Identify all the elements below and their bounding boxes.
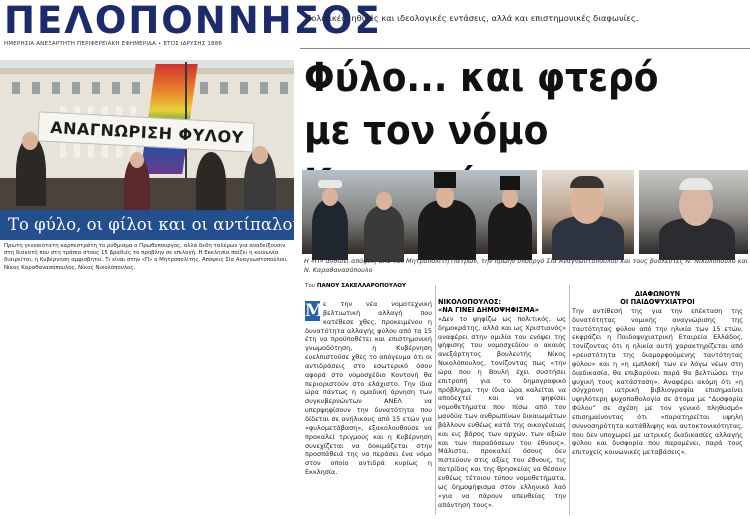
column-divider [569,285,570,515]
politician-portrait-1 [542,170,634,254]
clergy-photo [302,170,537,254]
column-divider [435,285,436,515]
article-column-1 [305,300,432,477]
byline [305,283,435,289]
column-2-text: «Δεν το ψηφίζω ως πολιτικός, ως δημοκράτης, αλλά και ως Χριστιανός» αναφέρει στην ομιλία του ενόψει της ψήφισης του νομοσχεδίου ο ακαιός ανεξάρτητος βουλευτής Νίκος Νικολόπουλος, τονίζοντας πως «την ώρα που η Βουλή έχει συστήσει επιτροπή για το δημογραφικό πρόβλημα, την ίδια ώρα καλείται να αποδεχτεί και να ψηφίσει νομοθετήματα που πίσω από τον μανδύα των ανθρωπίνων δικαιωμάτων βάλλουν ευθέως κατά της οικογένειας και εις βάρος των αρχών, των αξιών και των παραδόσεων του έθνους». Μάλιστα, προκαλεί όσους δεν πιστεύουν στις αξίες του έθνους, τις πατρίδας και της θρησκείας να θέσουν ευθέως τέτοιου τύπου νομοθετήματα, ως δημοψήφισμα στον ελληνικό λαό «για να πάρουν απευθείας την απάντησή τους». [438,314,566,509]
protest-banner-text: ΑΝΑΓΝΩΡΙΣΗ ΦΥΛΟΥ [49,117,245,148]
article-column-3 [572,290,743,457]
column-2-heading-1: ΝΙΚΟΛΟΠΟΥΛΟΣ: [438,298,502,306]
column-3-heading-1: ΔΙΑΦΩΝΟΥΝ [634,290,681,298]
column-3-text: Την αντίθεσή της για την επέκταση της δυνατότητας νομικής αναγνώρισης της ταυτότητας φύλου από την ηλικία των 15 ετών, εκφράζει η Παιδοψυχιατρική Εταιρεία Ελλάδος, τονίζοντας ότι η ηλικία αυτή χαρακτηρίζεται από «ρευστότητα της διαμορφούμενης ταυτότητας φύλου» και η «η εμπλοκή των εν λόγω νέων στη διαδικασία, θα επιβαρύνει παρά θα βελτιώσει την ψυχική τους κατάσταση». Αναφέρει ακόμη ότι «η σύγχρονη ιατρική βιβλιογραφία επισημαίνει υψηλότερη ψυχοπαθολογία σε άτομα με “Δυσφορία Φύλου” σε σχέση με τον γενικό πληθυσμό» επισημαίνοντας ότι «παρατηρείται υψηλή συννοσηρότητα κατάθλιψης και αυτοκτονικότητας, που δεν υποχωρεί με ιατρικές διαδικασίες αλλαγής φύλου και δυσφορία που παραμένει, παρά τους επιτυχείς κοινωνικές μεταβάσεις». [572,306,743,457]
byline-author: ΠΑΝΟΥ ΣΑΚΕΛΛΑΡΟΠΟΥΛΟΥ [316,283,407,289]
politician-portrait-2 [639,170,748,254]
masthead-subtitle: ΗΜΕΡΗΣΙΑ ΑΝΕΞΑΡΤΗΤΗ ΠΕΡΙΦΕΡΕΙΑΚΗ ΕΦΗΜΕΡΙΔΑ • ΕΤΟΣ ΙΔΡΥΣΗΣ 1886 [4,41,223,47]
column-3-heading-2: ΟΙ ΠΑΙΔΟΨΥΧΙΑΤΡΟΙ [620,298,695,307]
article-column-2 [438,298,566,509]
column-1-text: ε την νέα νομοτεχνική βελτιωτική αλλαγή που κατέθεσε χθες, προκειμένου η δυνατότητα αλλαγής φύλου από τα 15 έτη να προϋποθέτει και επιστημονική γνωμοδότηση, η Κυβέρνηση ευελπιστούσε χθες το απόγευμα ότι οι αντιδράσεις στο εσωτερικό όσον αφορά στο νομοσχέδιο Κοντονή θα περιοριστούν στο ελάχιστο. Την ίδια ώρα πάντως η ομαδική άρνηση των συγκυβερνώντων ΑΝΕΛ να υπερψηφίσουν την δυνατότητα που δίδεται σε ανήλικους από 15 ετών για «φυλομετάβαση», εξακολουθούσε να προκαλεί τριγμούς και η Κυβέρνηση συνεχίζεται να δοκιμάζεται στην προσπάθειά της να περάσει ένα νόμο στον οποίο αντιδρά κυρίως η Εκκλησία. [305,300,432,477]
photo-caption: Η «Π» ανθίσει απόψεις από τον Μητροπολίτη Πατρών, την πρώην υπουργό Σία Αναγνωστοπούλου και τους βουλευτές Ν. Νικολόπουλο και Ν. Καραθανασόπουλο [304,257,748,274]
front-caption-title: Το φύλο, οι φίλοι και οι αντίπαλοι [8,215,299,234]
byline-prefix: Του [305,283,316,289]
column-2-heading-2: «ΝΑ ΓΙΝΕΙ ΔΗΜΟΨΗΦΙΣΜΑ» [438,306,539,315]
masthead-title: ΠΕΛΟΠΟΝΝΗΣΟΣ [4,0,382,42]
headline-line-2: με τον νόμο [304,108,549,154]
drop-cap: Μ [305,301,324,321]
front-lead-text: Πρώτη γενναιότατη καρπεστράτη το ρύθμισμα ο Πρωθυπουργός, αλλά δεδη ταλέρων για αναδείξουσιν στη διακοτή που στη τράπια στους 15 βραδιές το πρόβλην σε επιλογή. Η Εκκλησία παίζει η κοινωνία διαιρείται, η Κυβέρνηση αμφισβητεί. Τι είναι στην «Π» ο Μητροπολίτης. Απόψεις Σία Αναγνωστοπούλου, Νίκος Καραθανασόπουλος, Νίκος Νικολόπουλος. [4,243,288,271]
article-tagline: Πολιτικές, ηθικές και ιδεολογικές εντάσεις, αλλά και επιστημονικές διαφωνίες. [305,13,639,23]
divider [300,48,750,49]
headline-line-1: Φύλο... και φτερό [304,55,659,101]
